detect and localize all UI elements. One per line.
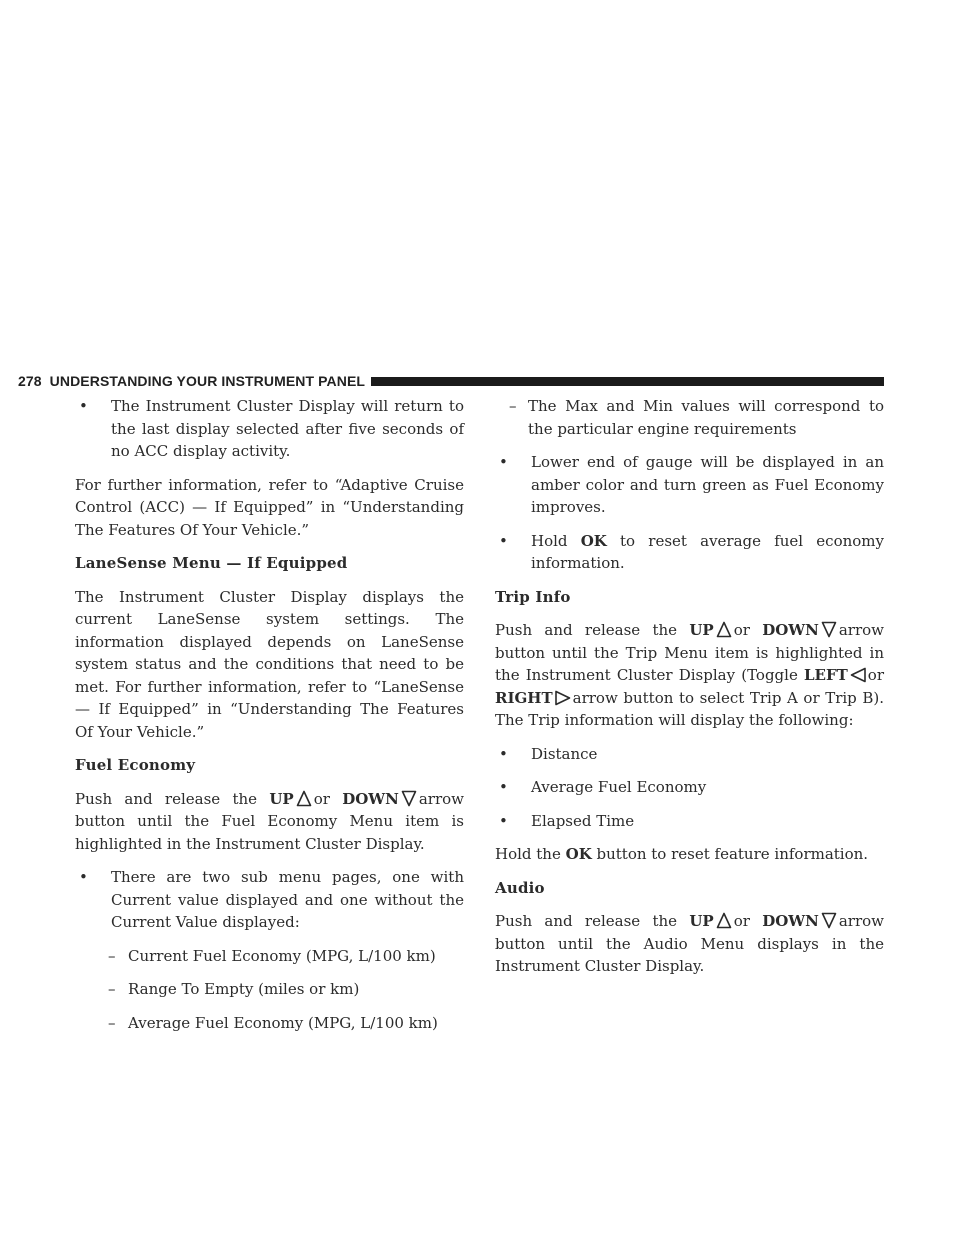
trip-info-paragraph xyxy=(495,619,884,732)
dash-text: Current Fuel Economy (MPG, L/100 km) xyxy=(128,946,436,965)
text-run: or xyxy=(733,621,750,639)
bullet-mark: • xyxy=(79,397,88,415)
right-column xyxy=(495,395,884,989)
text-run: arrow button until the Trip Menu item is highlighted in the Instrument Cluster Display (Toggle xyxy=(495,621,884,684)
text-run: button to reset feature information. xyxy=(591,845,869,863)
up-arrow-icon xyxy=(716,912,732,929)
dash-text: Range To Empty (miles or km) xyxy=(128,980,360,998)
bullet-mark: • xyxy=(499,453,508,471)
heading-audio: Audio xyxy=(495,878,545,897)
bullet-acc-return xyxy=(75,395,464,463)
text-run: Hold the xyxy=(495,845,566,863)
bullet-text: Average Fuel Economy xyxy=(531,778,707,796)
bullet-text: Elapsed Time xyxy=(531,811,635,830)
dash-current-fuel-economy xyxy=(75,945,464,968)
bullet-text: There are two sub menu pages, one with Current value displayed and one without the Current Value displayed: xyxy=(111,868,464,931)
left-column xyxy=(75,395,464,1045)
ok-label: OK xyxy=(565,845,592,863)
text-run: arrow button to select Trip A or Trip B). The Trip information will display the following: xyxy=(495,688,884,729)
dash-mark: – xyxy=(509,397,517,415)
text-run: Push and release the xyxy=(495,621,690,639)
dash-mark: – xyxy=(108,980,116,998)
down-label: DOWN xyxy=(762,912,819,930)
text-run: arrow button until the Audio Menu displays in the Instrument Cluster Display. xyxy=(495,912,884,975)
dash-mark: – xyxy=(108,946,116,965)
audio-paragraph xyxy=(495,910,884,978)
acc-reference: For further information, refer to “Adaptive Cruise Control (ACC) — If Equipped” in “Understanding The Features Of Your Vehicle.” xyxy=(75,475,464,539)
bullet-text: The Instrument Cluster Display will return to the last display selected after five seconds of no ACC display activity. xyxy=(111,397,464,460)
down-label: DOWN xyxy=(342,789,399,808)
text-run: or xyxy=(867,666,884,684)
down-arrow-icon xyxy=(401,790,417,807)
section-title: UNDERSTANDING YOUR INSTRUMENT PANEL xyxy=(49,373,366,389)
text-run: Push and release the xyxy=(75,789,270,808)
bullet-mark: • xyxy=(499,778,508,796)
down-arrow-icon xyxy=(821,621,837,638)
heading-trip-info: Trip Info xyxy=(495,587,571,606)
text-run: arrow button until the Fuel Economy Menu item is highlighted in the Instrument Cluster Display. xyxy=(75,789,464,853)
left-arrow-icon xyxy=(850,667,866,683)
bullet-mark: • xyxy=(499,531,508,550)
bullet-elapsed-time xyxy=(495,810,884,833)
text-run: or xyxy=(733,912,750,930)
dash-text: Average Fuel Economy (MPG, L/100 km) xyxy=(128,1013,438,1032)
bullet-mark: • xyxy=(79,868,88,886)
bullet-mark: • xyxy=(499,811,508,830)
up-arrow-icon xyxy=(716,621,732,638)
page-header xyxy=(18,372,884,390)
dash-range-to-empty xyxy=(75,978,464,1001)
up-label: UP xyxy=(689,621,714,639)
bullet-sub-menu-pages xyxy=(75,866,464,934)
fuel-economy-paragraph xyxy=(75,788,464,856)
bullet-mark: • xyxy=(499,744,508,763)
dash-average-fuel-economy xyxy=(75,1012,464,1035)
right-arrow-icon xyxy=(555,690,571,706)
page-number: 278 xyxy=(18,373,42,389)
text-run: Hold xyxy=(531,531,581,550)
bullet-gauge-color xyxy=(495,451,884,519)
up-arrow-icon xyxy=(296,790,312,807)
bullet-text: Lower end of gauge will be displayed in an amber color and turn green as Fuel Economy improves. xyxy=(531,453,884,516)
text-run: Push and release the xyxy=(495,912,690,930)
bullet-hold-ok xyxy=(495,530,884,575)
dash-text: The Max and Min values will correspond to the particular engine requirements xyxy=(528,397,884,438)
left-label: LEFT xyxy=(804,666,848,684)
dash-max-min-values xyxy=(495,395,884,440)
bullet-average-fuel-economy xyxy=(495,776,884,799)
ok-label: OK xyxy=(580,531,607,550)
right-label: RIGHT xyxy=(495,688,553,707)
down-arrow-icon xyxy=(821,912,837,929)
down-label: DOWN xyxy=(762,621,819,639)
text-run: to reset average fuel economy information. xyxy=(531,531,884,572)
up-label: UP xyxy=(269,789,294,808)
header-rule xyxy=(371,377,884,386)
dash-mark: – xyxy=(108,1013,116,1032)
bullet-distance xyxy=(495,743,884,766)
up-label: UP xyxy=(689,912,714,930)
lanesense-paragraph: The Instrument Cluster Display displays the current LaneSense system settings. The information displayed depends on LaneSense system status and the conditions that need to be met. For further information, refer to “LaneSense — If Equipped” in “Understanding The Features Of Your Vehicle.” xyxy=(75,587,464,741)
heading-fuel-economy: Fuel Economy xyxy=(75,756,196,774)
text-run: or xyxy=(313,789,330,808)
heading-lanesense: LaneSense Menu — If Equipped xyxy=(75,554,348,572)
hold-ok-paragraph xyxy=(495,843,884,866)
bullet-text: Distance xyxy=(531,744,598,763)
